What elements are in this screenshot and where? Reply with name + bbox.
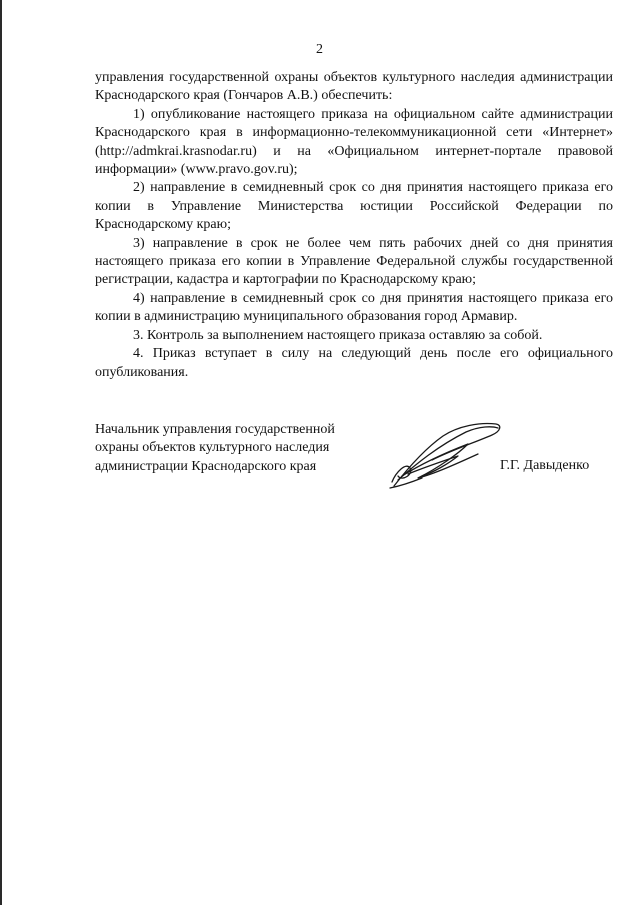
paragraph-item-3: 3) направление в срок не более чем пять рабочих дней со дня принятия настоящего приказа его копии в Управление Федеральной службы государственной регистрации, кадастра и картографии по Краснодарскому краю; <box>95 235 613 288</box>
paragraph-item-4: 4) направление в семидневный срок со дня принятия настоящего приказа его копии в администрацию муниципального образования город Армавир. <box>95 290 613 325</box>
handwritten-signature <box>388 416 504 492</box>
paragraph-control: 3. Контроль за выполнением настоящего приказа оставляю за собой. <box>133 327 543 343</box>
page-number: 2 <box>316 42 323 57</box>
document-body <box>95 69 613 382</box>
signer-name: Г.Г. Давыденко <box>500 458 590 473</box>
paragraph-item-2: 2) направление в семидневный срок со дня принятия настоящего приказа его копии в Управление Министерства юстиции Российской Федерации по Краснодарскому краю; <box>95 180 613 233</box>
paragraph-intro: управления государственной охраны объектов культурного наследия администрации Краснодарского края (Гончаров А.В.) обеспечить: <box>95 70 613 104</box>
page-edge-border <box>0 0 2 905</box>
paragraph-item-1: 1) опубликование настоящего приказа на официальном сайте администрации Краснодарского края в информационно-телекоммуникационной сети «Интернет» (http://admkrai.krasnodar.ru) и на «Официальном интернет-портале правовой информации» (www.pravo.gov.ru); <box>95 106 613 178</box>
paragraph-effective: 4. Приказ вступает в силу на следующий день после его официального опубликования. <box>95 346 613 380</box>
signatory-position <box>95 421 385 476</box>
signatory-position-line: охраны объектов культурного наследия <box>95 440 330 456</box>
signatory-position-line: Начальник управления государственной <box>95 422 335 437</box>
signatory-position-line: администрации Краснодарского края <box>95 458 317 474</box>
